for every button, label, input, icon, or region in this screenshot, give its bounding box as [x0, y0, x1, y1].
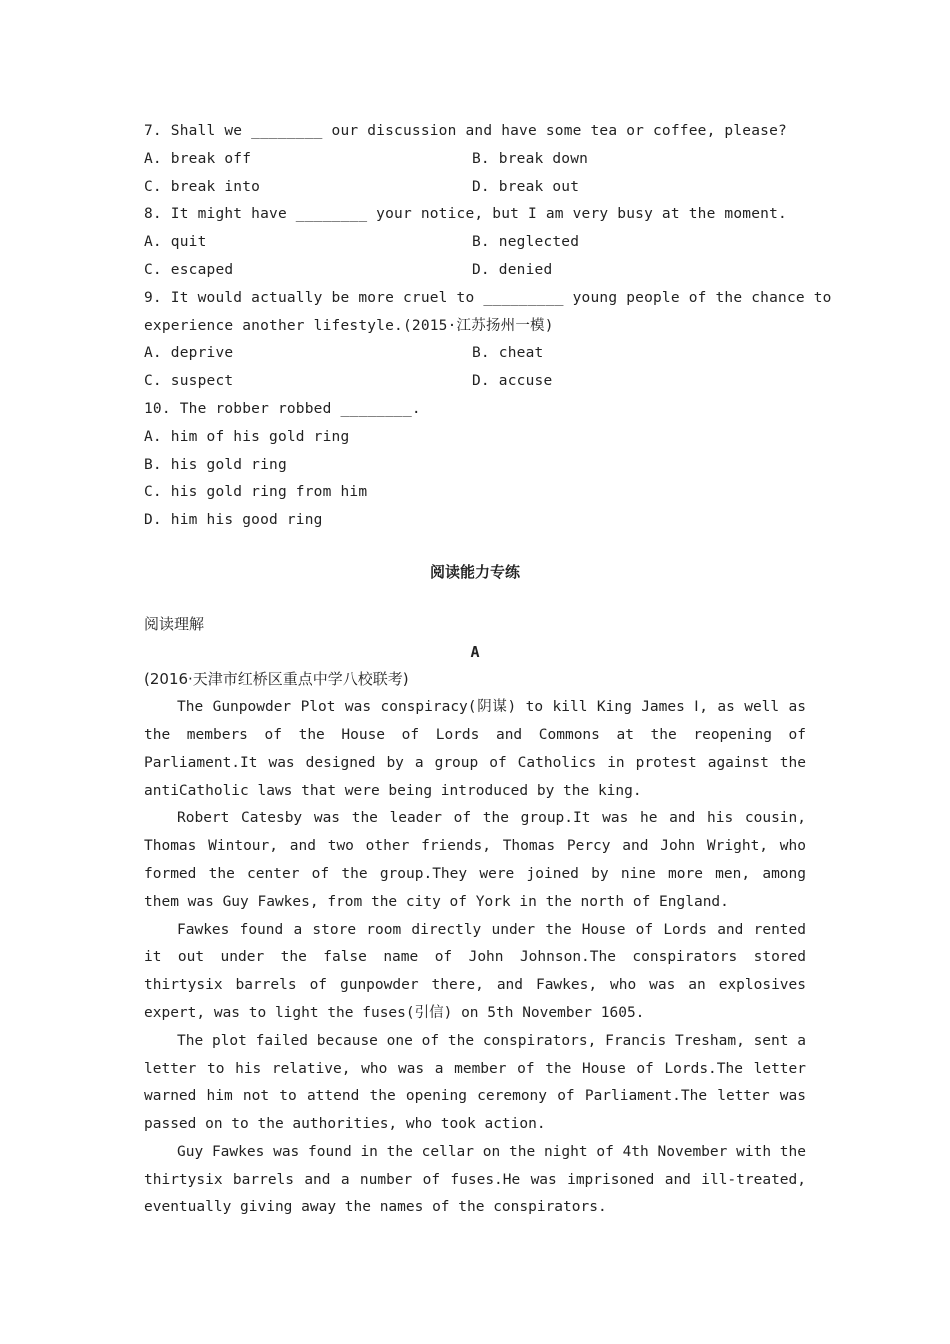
subsection-heading: 阅读理解: [144, 614, 205, 633]
option-d: D. break out: [472, 178, 580, 195]
option-d: D. him his good ring: [144, 512, 323, 529]
option-d: D. denied: [472, 261, 553, 278]
question-9-options-row-2: [144, 368, 806, 396]
question-9-stem-line-1: 9. It would actually be more cruel to _________ young people of the chance to: [144, 289, 832, 306]
option-c: C. suspect: [144, 373, 234, 390]
option-c: C. his gold ring from him: [144, 484, 368, 501]
option-b: B. cheat: [472, 345, 544, 362]
option-a: A. deprive: [144, 345, 234, 362]
question-9-options-row-1: [144, 340, 806, 368]
passage-paragraph: Fawkes found a store room directly under the House of Lords and rented it out under the false name of John Johnson.The conspirators stored thirtysix barrels of gunpowder there, and Fawkes, who was an explosives expert, was to light the fuses(引信) on 5th November 1605.: [144, 921, 806, 1021]
passage-paragraph: Robert Catesby was the leader of the group.It was he and his cousin, Thomas Wintour, and two other friends, Thomas Percy and John Wright, who formed the center of the group.They were joined by nine more men, among them was Guy Fawkes, from the city of York in the north of England.: [144, 810, 806, 910]
passage-source: (2016·天津市红桥区重点中学八校联考): [144, 670, 409, 689]
option-a: A. break off: [144, 150, 252, 167]
option-a: A. quit: [144, 234, 207, 251]
option-d: D. accuse: [472, 373, 553, 390]
passage-paragraph: Guy Fawkes was found in the cellar on the night of 4th November with the thirtysix barrels and a number of fuses.He was imprisoned and ill-treated, eventually giving away the names of the conspirators.: [144, 1143, 806, 1216]
option-b: B. his gold ring: [144, 456, 287, 473]
question-8-options-row-2: [144, 257, 806, 285]
question-8-stem: 8. It might have ________ your notice, but I am very busy at the moment.: [144, 206, 787, 223]
section-title: 阅读能力专练: [429, 562, 520, 581]
option-c: C. break into: [144, 178, 261, 195]
question-9-stem-line-2: experience another lifestyle.(2015·江苏扬州一模): [144, 317, 554, 334]
passage-paragraph: The Gunpowder Plot was conspiracy(阴谋) to kill King James Ⅰ, as well as the members of the House of Lords and Commons at the reopening of Parliament.It was designed by a group of Catholics in protest against the antiCatholic laws that were being introduced by the king.: [144, 699, 806, 799]
option-a: A. him of his gold ring: [144, 428, 350, 445]
option-b: B. break down: [472, 150, 589, 167]
question-7-stem: 7. Shall we ________ our discussion and have some tea or coffee, please?: [144, 123, 787, 139]
passage-letter: A: [470, 642, 480, 661]
option-c: C. escaped: [144, 261, 234, 278]
question-7-options-row-1: [144, 146, 806, 174]
question-7-options-row-2: [144, 174, 806, 202]
option-b: B. neglected: [472, 234, 580, 251]
passage-paragraph: The plot failed because one of the conspirators, Francis Tresham, sent a letter to his relative, who was a member of the House of Lords.The letter warned him not to attend the opening ceremony of Parliament.The letter was passed on to the authorities, who took action.: [144, 1032, 806, 1133]
question-8-options-row-1: [144, 229, 806, 257]
document-page: [144, 118, 832, 1222]
question-10-stem: 10. The robber robbed ________.: [144, 400, 421, 417]
